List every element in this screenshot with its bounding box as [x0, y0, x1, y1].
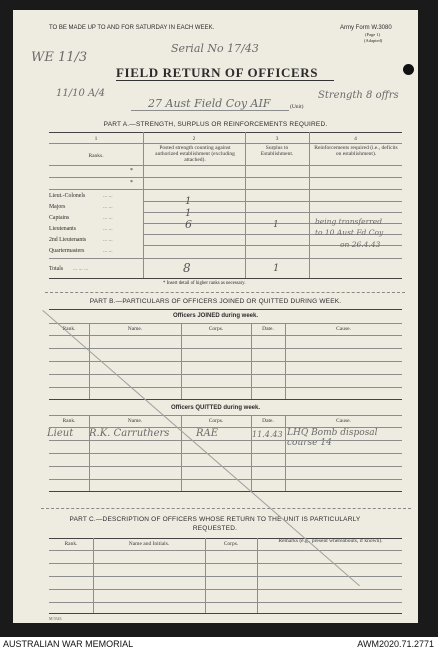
form-document: TO BE MADE UP TO AND FOR SATURDAY IN EACH WEEK. Army Form W.3080 (Page 1) (Adapted) WE 11/3 11/10 A/4 Serial No 17/43 FIELD RETURN OF OFFICERS 27 Aust Field Coy AIF (Unit) Strength 8 offrs PART A.—STRENGTH, SURPLUS OR REINFORCEMENTS REQUIRED. 1 2 3 4 Ranks. Posted strength counting against authorized establishment (excluding attached). Surplus to Establishment. Reinforcements required (i.e., deficits on establishment). * * Lieut.-Colonels Majors Captains Lieutenants 2nd Lieutenants Quartermasters ... ... ... ... ... ... ... ... ... ... ... ... 1 1 6 1 being transferred to 10 Aust Fd Coy on 26.4.43 Totals ... ... ... 8 1 * Insert detail of higher ranks as necessary. PART B.—PARTICULARS OF OFFICERS JOINED OR QUITTED DURING WEEK. Officers JOINED during week. Rank. Name. Corps. Date. Cause. Officers QUITTED during week. Rank. Name. Corps. Date. Cause. Lieut R.K. Carruthers RAE 11.4.43 LHQ Bomb disposal course 14 PART C.—DESCRIPTION OF OFFICERS WHOSE RETURN TO THE UNIT IS PARTICULARLY REQUESTED. Rank. Name and Initials. Corps. Remarks (e.g., present whereabouts, if known). M 5543	[13, 10, 418, 623]
lieutenants-count: 6	[185, 218, 192, 231]
rank-quartermasters: Quartermasters	[49, 248, 85, 254]
totals-label: Totals	[49, 266, 64, 272]
col-header-reinforcements: Reinforcements required (i.e., deficits on establishment).	[314, 145, 398, 157]
handwritten-week-end: WE 11/3	[31, 50, 88, 65]
archive-name: AUSTRALIAN WAR MEMORIAL	[3, 639, 134, 649]
rank-2nd-lieutenants: 2nd Lieutenants	[49, 237, 87, 243]
part-c-title: PART C.—DESCRIPTION OF OFFICERS WHOSE RETURN TO THE UNIT IS PARTICULARLY REQUESTED.	[69, 516, 361, 532]
quitted-date: 11.4.43	[252, 430, 283, 439]
archive-footer	[0, 637, 438, 653]
rank-captains: Captains	[49, 215, 70, 221]
captains-count: 1	[185, 208, 192, 219]
unit-label: (Unit)	[290, 104, 304, 110]
part-a-footnote: * Insert detail of higher ranks as necessary.	[163, 281, 246, 286]
punch-hole	[403, 64, 414, 75]
totals-surplus: 1	[273, 263, 280, 274]
quitted-corps: RAE	[196, 428, 219, 439]
quitted-name: R.K. Carruthers	[89, 428, 170, 439]
rank-lieutenants: Lieutenants	[49, 226, 77, 232]
rank-lieut-colonels: Lieut.-Colonels	[49, 193, 86, 199]
remark-line-1: being transferred	[315, 217, 383, 226]
remark-line-2: to 10 Aust Fd Coy	[315, 228, 384, 237]
adapted-note: (Adapted)	[364, 38, 383, 43]
handwritten-strength: Strength 8 offrs	[318, 90, 399, 101]
col-header-posted: Posted strength counting against authorized establishment (excluding attached).	[155, 145, 235, 163]
joined-title: Officers JOINED during week.	[172, 313, 259, 319]
quitted-rank: Lieut	[47, 428, 74, 439]
title-underline	[116, 80, 334, 81]
form-number: Army Form W.3080	[340, 25, 392, 31]
totals-count: 8	[183, 261, 191, 275]
handwritten-date: 11/10 A/4	[56, 88, 105, 99]
part-a-title: PART A.—STRENGTH, SURPLUS OR REINFORCEMENTS REQUIRED.	[103, 121, 328, 128]
part-b-title: PART B.—PARTICULARS OF OFFICERS JOINED OR QUITTED DURING WEEK.	[89, 298, 342, 305]
unit-underline	[131, 110, 289, 111]
handwritten-serial: Serial No 17/43	[171, 42, 259, 55]
majors-count: 1	[185, 196, 192, 207]
handwritten-unit: 27 Aust Field Coy AIF	[148, 97, 271, 110]
form-title: FIELD RETURN OF OFFICERS	[116, 65, 319, 80]
lieutenants-surplus: 1	[273, 220, 279, 230]
printer-code: M 5543	[49, 616, 62, 621]
top-instruction: TO BE MADE UP TO AND FOR SATURDAY IN EACH WEEK.	[49, 25, 215, 31]
col-header-surplus: Surplus to Establishment.	[260, 145, 294, 157]
page-note: (Page 1)	[365, 32, 381, 37]
quitted-cause: LHQ Bomb disposal course 14	[287, 428, 378, 448]
archive-reference: AWM2020.71.2771	[357, 639, 434, 649]
quitted-title: Officers QUITTED during week.	[170, 405, 260, 411]
rank-majors: Majors	[49, 204, 66, 210]
remark-line-3: on 26.4.43	[340, 240, 381, 249]
col-header-ranks: Ranks.	[88, 153, 104, 159]
